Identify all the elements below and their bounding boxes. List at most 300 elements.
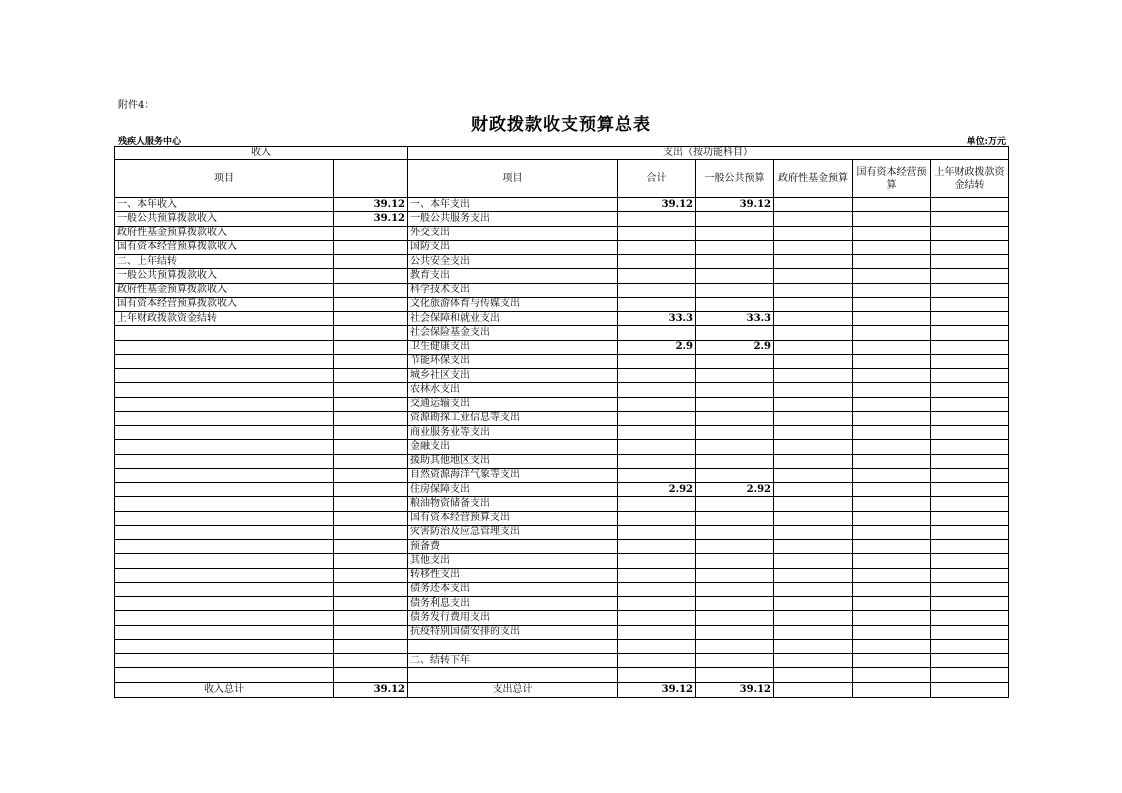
table-row — [115, 226, 1009, 240]
state-capital-header: 国有资本经营预算 — [853, 160, 931, 198]
expense-state-capital-cell — [853, 411, 931, 425]
expense-gov-fund-cell — [774, 198, 853, 212]
expense-item-cell: 债务发行费用支出 — [408, 611, 618, 625]
expense-total-cell — [618, 426, 696, 440]
income-item-cell — [115, 554, 334, 568]
expense-total-cell — [618, 454, 696, 468]
expense-total-cell — [618, 283, 696, 297]
expense-carryover-cell — [931, 226, 1009, 240]
table-row — [115, 397, 1009, 411]
expense-state-capital-cell — [853, 440, 931, 454]
page-title: 财政拨款收支预算总表 — [471, 115, 651, 135]
income-item-header: 项目 — [115, 160, 334, 198]
income-item-cell — [115, 668, 334, 682]
expense-item-cell: 文化旅游体育与传媒支出 — [408, 297, 618, 311]
expense-item-cell: 灾害防治及应急管理支出 — [408, 525, 618, 539]
expense-gov-fund-cell — [774, 483, 853, 497]
income-amount-cell — [334, 668, 408, 682]
expense-state-capital-cell — [853, 554, 931, 568]
expense-gov-fund-cell — [774, 654, 853, 668]
income-amount-cell — [334, 568, 408, 582]
income-amount-cell — [334, 468, 408, 482]
income-amount-cell — [334, 354, 408, 368]
expense-state-capital-cell — [853, 240, 931, 254]
expense-total-cell — [618, 639, 696, 653]
expense-carryover-cell — [931, 540, 1009, 554]
expense-gov-fund-cell — [774, 540, 853, 554]
expense-state-capital-cell — [853, 497, 931, 511]
table-row — [115, 554, 1009, 568]
expense-gov-fund-cell — [774, 326, 853, 340]
income-amount-cell — [334, 397, 408, 411]
expense-gov-fund-cell — [774, 283, 853, 297]
expense-gov-fund-cell — [774, 454, 853, 468]
expense-item-cell: 资源勘探工业信息等支出 — [408, 411, 618, 425]
state-capital-total — [853, 682, 931, 697]
expense-carryover-cell — [931, 497, 1009, 511]
income-amount-cell — [334, 597, 408, 611]
expense-state-capital-cell — [853, 283, 931, 297]
expense-item-header: 项目 — [408, 160, 618, 198]
expense-state-capital-cell — [853, 297, 931, 311]
table-row — [115, 625, 1009, 639]
table-row — [115, 383, 1009, 397]
income-item-cell — [115, 497, 334, 511]
expense-state-capital-cell — [853, 511, 931, 525]
income-amount-cell — [334, 454, 408, 468]
table-row — [115, 426, 1009, 440]
expense-state-capital-cell — [853, 397, 931, 411]
expense-state-capital-cell — [853, 568, 931, 582]
expense-state-capital-cell — [853, 354, 931, 368]
income-item-cell: 政府性基金预算拨款收入 — [115, 283, 334, 297]
gov-fund-header: 政府性基金预算 — [774, 160, 853, 198]
income-item-cell — [115, 369, 334, 383]
expense-carryover-cell — [931, 340, 1009, 354]
expense-gov-fund-cell — [774, 639, 853, 653]
income-item-cell — [115, 597, 334, 611]
expense-item-cell: 自然资源海洋气象等支出 — [408, 468, 618, 482]
header-row-2 — [115, 160, 1009, 198]
income-item-cell: 一般公共预算拨款收入 — [115, 212, 334, 226]
income-item-cell — [115, 582, 334, 596]
table-row — [115, 198, 1009, 212]
income-item-cell — [115, 611, 334, 625]
income-amount-cell — [334, 611, 408, 625]
table-row — [115, 511, 1009, 525]
income-item-cell: 上年财政拨款资金结转 — [115, 312, 334, 326]
expense-carryover-cell — [931, 483, 1009, 497]
expense-general-cell — [696, 468, 774, 482]
expense-gov-fund-cell — [774, 582, 853, 596]
table-row — [115, 639, 1009, 653]
expense-general-cell — [696, 554, 774, 568]
budget-table — [114, 146, 1009, 698]
expense-item-cell: 国防支出 — [408, 240, 618, 254]
income-item-cell — [115, 568, 334, 582]
expense-item-cell: 债务利息支出 — [408, 597, 618, 611]
expense-general-cell — [696, 525, 774, 539]
expense-item-cell: 卫生健康支出 — [408, 340, 618, 354]
totals-row — [115, 682, 1009, 697]
expense-carryover-cell — [931, 411, 1009, 425]
expense-item-cell — [408, 668, 618, 682]
income-amount-cell: 39.12 — [334, 198, 408, 212]
expense-state-capital-cell — [853, 383, 931, 397]
gov-fund-total — [774, 682, 853, 697]
expense-general-cell — [696, 269, 774, 283]
expense-total-label: 支出总计 — [408, 682, 618, 697]
expense-carryover-cell — [931, 440, 1009, 454]
expense-gov-fund-cell — [774, 597, 853, 611]
expense-state-capital-cell — [853, 625, 931, 639]
expense-carryover-cell — [931, 212, 1009, 226]
expense-total-amount: 39.12 — [618, 682, 696, 697]
expense-item-cell: 城乡社区支出 — [408, 369, 618, 383]
expense-general-cell — [696, 511, 774, 525]
table-row — [115, 297, 1009, 311]
expense-general-cell — [696, 540, 774, 554]
income-amount-cell — [334, 483, 408, 497]
expense-total-cell — [618, 255, 696, 269]
income-item-cell — [115, 326, 334, 340]
expense-item-cell: 交通运输支出 — [408, 397, 618, 411]
expense-total-cell: 33.3 — [618, 312, 696, 326]
expense-carryover-cell — [931, 312, 1009, 326]
income-item-cell — [115, 383, 334, 397]
income-amount-cell — [334, 440, 408, 454]
table-row — [115, 582, 1009, 596]
expense-state-capital-cell — [853, 582, 931, 596]
expense-total-cell — [618, 369, 696, 383]
expense-general-cell — [696, 639, 774, 653]
expense-gov-fund-cell — [774, 212, 853, 226]
income-amount-cell — [334, 426, 408, 440]
expense-general-cell — [696, 411, 774, 425]
table-row — [115, 525, 1009, 539]
expense-item-cell: 预备费 — [408, 540, 618, 554]
income-amount-cell — [334, 255, 408, 269]
expense-item-cell: 金融支出 — [408, 440, 618, 454]
expense-total-cell — [618, 240, 696, 254]
expense-carryover-cell — [931, 611, 1009, 625]
expense-item-cell: 抗疫特别国债安排的支出 — [408, 625, 618, 639]
expense-total-cell — [618, 297, 696, 311]
income-item-cell — [115, 426, 334, 440]
income-amount-cell — [334, 369, 408, 383]
carryover-header: 上年财政拨款资金结转 — [931, 160, 1009, 198]
expense-gov-fund-cell — [774, 668, 853, 682]
expense-general-cell — [696, 668, 774, 682]
income-item-cell: 政府性基金预算拨款收入 — [115, 226, 334, 240]
expense-carryover-cell — [931, 354, 1009, 368]
income-header: 收入 — [115, 147, 408, 160]
expense-item-cell: 一般公共服务支出 — [408, 212, 618, 226]
expense-carryover-cell — [931, 426, 1009, 440]
expense-general-cell — [696, 212, 774, 226]
expense-general-cell: 39.12 — [696, 198, 774, 212]
income-amount-cell — [334, 554, 408, 568]
income-amount-header — [334, 160, 408, 198]
income-amount-cell — [334, 312, 408, 326]
expense-general-cell — [696, 326, 774, 340]
expense-general-cell — [696, 497, 774, 511]
expense-carryover-cell — [931, 297, 1009, 311]
income-amount-cell — [334, 297, 408, 311]
expense-state-capital-cell — [853, 255, 931, 269]
income-item-cell — [115, 525, 334, 539]
expense-carryover-cell — [931, 625, 1009, 639]
expense-item-cell: 转移性支出 — [408, 568, 618, 582]
income-amount-cell — [334, 240, 408, 254]
income-amount-cell — [334, 525, 408, 539]
expense-total-cell — [618, 326, 696, 340]
income-item-cell — [115, 354, 334, 368]
table-row — [115, 597, 1009, 611]
expense-total-cell — [618, 440, 696, 454]
expense-general-cell: 33.3 — [696, 312, 774, 326]
table-row — [115, 269, 1009, 283]
expense-general-total: 39.12 — [696, 682, 774, 697]
expense-state-capital-cell — [853, 198, 931, 212]
expense-state-capital-cell — [853, 326, 931, 340]
attachment-label: 附件4： — [118, 100, 155, 111]
expense-general-cell — [696, 369, 774, 383]
income-item-cell — [115, 397, 334, 411]
expense-general-cell — [696, 582, 774, 596]
expense-carryover-cell — [931, 468, 1009, 482]
expense-total-cell — [618, 383, 696, 397]
income-item-cell: 一、本年收入 — [115, 198, 334, 212]
table-row — [115, 568, 1009, 582]
expense-gov-fund-cell — [774, 625, 853, 639]
income-amount-cell — [334, 639, 408, 653]
income-item-cell: 国有资本经营预算拨款收入 — [115, 297, 334, 311]
expense-total-cell — [618, 212, 696, 226]
income-item-cell — [115, 411, 334, 425]
general-budget-header: 一般公共预算 — [696, 160, 774, 198]
table-row — [115, 454, 1009, 468]
table-row — [115, 497, 1009, 511]
expense-state-capital-cell — [853, 540, 931, 554]
expense-general-cell — [696, 226, 774, 240]
expense-item-cell: 社会保险基金支出 — [408, 326, 618, 340]
expense-total-cell — [618, 411, 696, 425]
expense-carryover-cell — [931, 554, 1009, 568]
carryover-total — [931, 682, 1009, 697]
income-item-cell: 二、上年结转 — [115, 255, 334, 269]
income-amount-cell — [334, 340, 408, 354]
expense-carryover-cell — [931, 255, 1009, 269]
expense-item-cell: 援助其他地区支出 — [408, 454, 618, 468]
expense-total-cell: 2.92 — [618, 483, 696, 497]
expense-carryover-cell — [931, 511, 1009, 525]
income-item-cell — [115, 654, 334, 668]
expense-carryover-cell — [931, 454, 1009, 468]
expense-total-cell: 2.9 — [618, 340, 696, 354]
table-row — [115, 540, 1009, 554]
income-amount-cell — [334, 269, 408, 283]
total-header: 合计 — [618, 160, 696, 198]
expense-carryover-cell — [931, 597, 1009, 611]
expense-gov-fund-cell — [774, 340, 853, 354]
table-row — [115, 212, 1009, 226]
expense-carryover-cell — [931, 582, 1009, 596]
expense-general-cell — [696, 297, 774, 311]
expense-gov-fund-cell — [774, 611, 853, 625]
expense-carryover-cell — [931, 283, 1009, 297]
expense-total-cell — [618, 497, 696, 511]
expense-total-cell — [618, 525, 696, 539]
expense-gov-fund-cell — [774, 240, 853, 254]
expense-item-cell: 粮油物资储备支出 — [408, 497, 618, 511]
income-item-cell — [115, 540, 334, 554]
expense-item-cell: 节能环保支出 — [408, 354, 618, 368]
table-row — [115, 468, 1009, 482]
expense-state-capital-cell — [853, 468, 931, 482]
expense-general-cell: 2.9 — [696, 340, 774, 354]
income-item-cell — [115, 440, 334, 454]
income-item-cell — [115, 454, 334, 468]
expense-state-capital-cell — [853, 525, 931, 539]
expense-state-capital-cell — [853, 312, 931, 326]
expense-state-capital-cell — [853, 654, 931, 668]
income-amount-cell — [334, 582, 408, 596]
expense-gov-fund-cell — [774, 383, 853, 397]
expense-carryover-cell — [931, 654, 1009, 668]
expense-general-cell — [696, 611, 774, 625]
expense-total-cell — [618, 668, 696, 682]
expense-gov-fund-cell — [774, 525, 853, 539]
expense-gov-fund-cell — [774, 269, 853, 283]
expense-carryover-cell — [931, 639, 1009, 653]
expense-total-cell — [618, 611, 696, 625]
expense-carryover-cell — [931, 326, 1009, 340]
table-row — [115, 240, 1009, 254]
expense-gov-fund-cell — [774, 554, 853, 568]
expense-state-capital-cell — [853, 369, 931, 383]
expense-total-cell — [618, 540, 696, 554]
expense-gov-fund-cell — [774, 397, 853, 411]
expense-total-cell — [618, 511, 696, 525]
expense-general-cell — [696, 354, 774, 368]
income-total-amount: 39.12 — [334, 682, 408, 697]
expense-item-cell: 住房保障支出 — [408, 483, 618, 497]
income-item-cell — [115, 340, 334, 354]
income-amount-cell — [334, 283, 408, 297]
table-row — [115, 483, 1009, 497]
expense-state-capital-cell — [853, 226, 931, 240]
organization-name: 残疾人服务中心 — [118, 137, 182, 147]
expense-carryover-cell — [931, 568, 1009, 582]
expense-general-cell — [696, 397, 774, 411]
expense-total-cell — [618, 468, 696, 482]
expense-gov-fund-cell — [774, 568, 853, 582]
expense-carryover-cell — [931, 668, 1009, 682]
expense-gov-fund-cell — [774, 497, 853, 511]
expense-gov-fund-cell — [774, 369, 853, 383]
expense-gov-fund-cell — [774, 297, 853, 311]
expense-general-cell — [696, 255, 774, 269]
expense-state-capital-cell — [853, 454, 931, 468]
expense-gov-fund-cell — [774, 226, 853, 240]
income-amount-cell: 39.12 — [334, 212, 408, 226]
expense-total-cell — [618, 397, 696, 411]
expense-general-cell — [696, 283, 774, 297]
expense-item-cell: 农林水支出 — [408, 383, 618, 397]
table-row — [115, 326, 1009, 340]
income-total-label: 收入总计 — [115, 682, 334, 697]
expense-item-cell: 一、本年支出 — [408, 198, 618, 212]
table-row — [115, 411, 1009, 425]
table-row — [115, 440, 1009, 454]
expense-carryover-cell — [931, 240, 1009, 254]
table-row — [115, 283, 1009, 297]
expense-general-cell — [696, 426, 774, 440]
table-row — [115, 668, 1009, 682]
expense-state-capital-cell — [853, 483, 931, 497]
expense-gov-fund-cell — [774, 255, 853, 269]
expense-item-cell: 二、结转下年 — [408, 654, 618, 668]
income-item-cell: 一般公共预算拨款收入 — [115, 269, 334, 283]
expense-general-cell — [696, 454, 774, 468]
expense-total-cell — [618, 554, 696, 568]
expense-state-capital-cell — [853, 639, 931, 653]
income-amount-cell — [334, 326, 408, 340]
income-amount-cell — [334, 383, 408, 397]
expense-general-cell — [696, 240, 774, 254]
table-row — [115, 654, 1009, 668]
expense-state-capital-cell — [853, 668, 931, 682]
expense-total-cell — [618, 582, 696, 596]
expense-total-cell — [618, 654, 696, 668]
expense-general-cell — [696, 568, 774, 582]
expense-gov-fund-cell — [774, 511, 853, 525]
expense-carryover-cell — [931, 369, 1009, 383]
income-item-cell: 国有资本经营预算拨款收入 — [115, 240, 334, 254]
expense-item-cell: 教育支出 — [408, 269, 618, 283]
expense-header: 支出（按功能科目） — [408, 147, 1009, 160]
expense-gov-fund-cell — [774, 468, 853, 482]
income-item-cell — [115, 468, 334, 482]
expense-item-cell: 公共安全支出 — [408, 255, 618, 269]
expense-general-cell — [696, 440, 774, 454]
expense-total-cell — [618, 625, 696, 639]
income-amount-cell — [334, 511, 408, 525]
income-amount-cell — [334, 625, 408, 639]
income-amount-cell — [334, 654, 408, 668]
expense-total-cell — [618, 568, 696, 582]
expense-item-cell: 债务还本支出 — [408, 582, 618, 596]
income-item-cell — [115, 483, 334, 497]
expense-state-capital-cell — [853, 426, 931, 440]
expense-total-cell: 39.12 — [618, 198, 696, 212]
expense-carryover-cell — [931, 269, 1009, 283]
expense-item-cell: 社会保障和就业支出 — [408, 312, 618, 326]
expense-carryover-cell — [931, 397, 1009, 411]
expense-state-capital-cell — [853, 611, 931, 625]
table-row — [115, 611, 1009, 625]
unit-label: 单位:万元 — [966, 137, 1006, 147]
table-row — [115, 354, 1009, 368]
income-item-cell — [115, 625, 334, 639]
expense-general-cell: 2.92 — [696, 483, 774, 497]
expense-gov-fund-cell — [774, 354, 853, 368]
expense-gov-fund-cell — [774, 411, 853, 425]
expense-general-cell — [696, 383, 774, 397]
expense-total-cell — [618, 226, 696, 240]
header-row-1 — [115, 147, 1009, 160]
